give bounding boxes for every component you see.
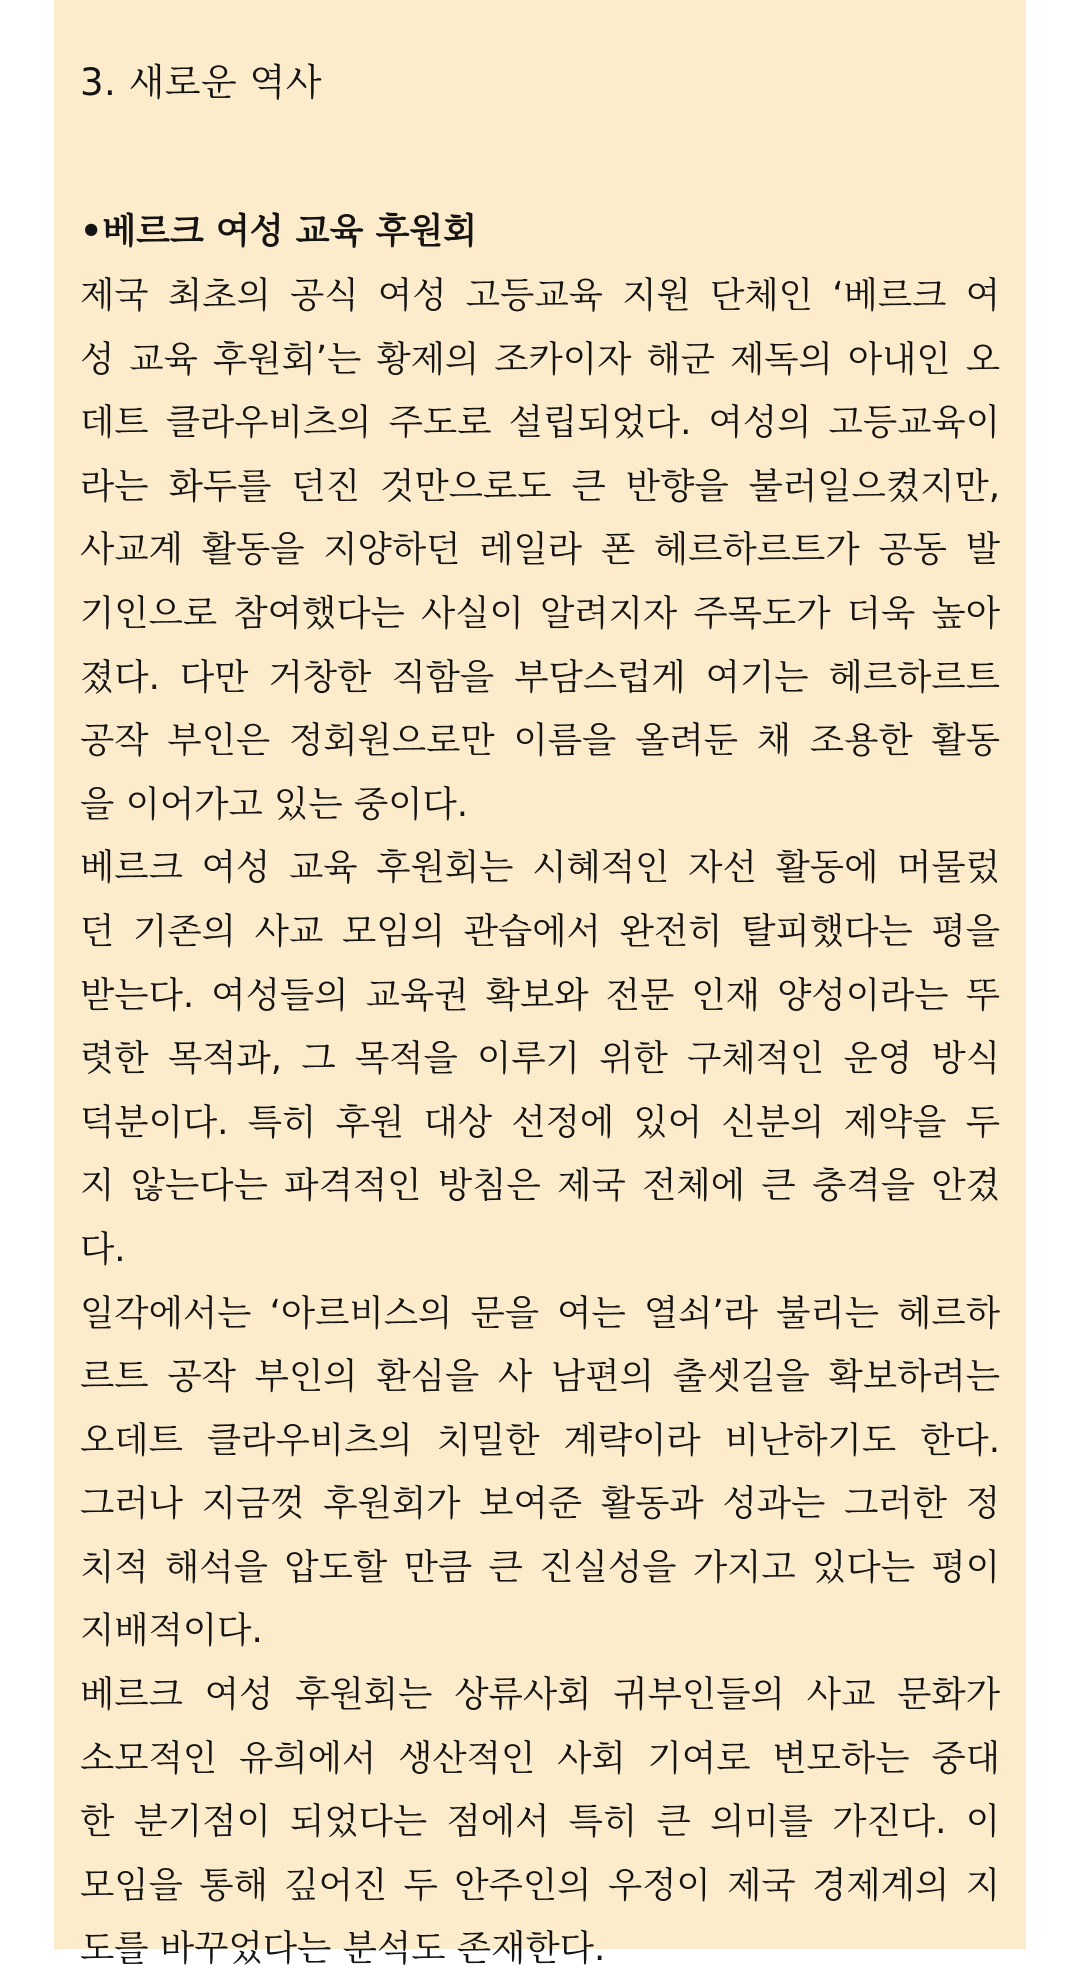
- paragraph-line: 치적 해석을 압도할 만큼 큰 진실성을 가지고 있다는 평이: [80, 1546, 1000, 1588]
- paragraph-line: 베르크 여성 교육 후원회는 시혜적인 자선 활동에 머물렀: [80, 847, 1000, 889]
- article-panel: [54, 0, 1026, 1970]
- paragraph-1: [80, 264, 1000, 836]
- paragraph-line: 지배적이다.: [80, 1610, 263, 1652]
- paragraph-2: [80, 836, 1000, 1281]
- paragraph-line: 라는 화두를 던진 것만으로도 큰 반향을 불러일으켰지만,: [80, 465, 1000, 507]
- paragraph-line: 다.: [80, 1228, 126, 1270]
- paragraph-line: 그러나 지금껏 후원회가 보여준 활동과 성과는 그러한 정: [80, 1483, 1000, 1525]
- paragraph-line: 소모적인 유희에서 생산적인 사회 기여로 변모하는 중대: [80, 1737, 1000, 1779]
- paragraph-line: 공작 부인은 정회원으로만 이름을 올려둔 채 조용한 활동: [80, 720, 1000, 762]
- paragraph-line: 일각에서는 ‘아르비스의 문을 여는 열쇠’라 불리는 헤르하: [80, 1292, 1000, 1334]
- paragraph-line: 모임을 통해 깊어진 두 안주인의 우정이 제국 경제계의 지: [80, 1864, 1000, 1906]
- paragraph-line: 르트 공작 부인의 환심을 사 남편의 출셋길을 확보하려는: [80, 1356, 1000, 1398]
- paragraph-line: 렷한 목적과, 그 목적을 이루기 위한 구체적인 운영 방식: [80, 1038, 1000, 1080]
- paragraph-line: 던 기존의 사교 모임의 관습에서 완전히 탈피했다는 평을: [80, 910, 1000, 952]
- paragraph-line: 사교계 활동을 지양하던 레일라 폰 헤르하르트가 공동 발: [80, 529, 1000, 571]
- paragraph-line: 오데트 클라우비츠의 치밀한 계략이라 비난하기도 한다.: [80, 1419, 1000, 1461]
- paragraph-line: 도를 바꾸었다는 분석도 존재한다.: [80, 1928, 606, 1970]
- paragraph-line: 덕분이다. 특히 후원 대상 선정에 있어 신분의 제약을 두: [80, 1101, 1000, 1143]
- paragraph-line: 데트 클라우비츠의 주도로 설립되었다. 여성의 고등교육이: [80, 402, 1000, 444]
- paragraph-line: 성 교육 후원회’는 황제의 조카이자 해군 제독의 아내인 오: [80, 338, 1000, 380]
- paragraph-line: 지 않는다는 파격적인 방침은 제국 전체에 큰 충격을 안겼: [80, 1165, 1000, 1207]
- paragraph-4: [80, 1663, 1000, 1981]
- paragraph-line: 한 분기점이 되었다는 점에서 특히 큰 의미를 가진다. 이: [80, 1801, 1000, 1843]
- paragraph-line: 제국 최초의 공식 여성 고등교육 지원 단체인 ‘베르크 여: [80, 275, 1000, 316]
- section-heading: 3. 새로운 역사: [80, 61, 323, 104]
- paragraph-line: 기인으로 참여했다는 사실이 알려지자 주목도가 더욱 높아: [80, 592, 1000, 634]
- paragraph-line: 베르크 여성 후원회는 상류사회 귀부인들의 사교 문화가: [80, 1674, 1000, 1716]
- paragraph-line: 졌다. 다만 거창한 직함을 부담스럽게 여기는 헤르하르트: [80, 656, 1000, 698]
- paragraph-line: 을 이어가고 있는 중이다.: [80, 783, 469, 825]
- paragraph-line: 받는다. 여성들의 교육권 확보와 전문 인재 양성이라는 뚜: [80, 974, 1000, 1016]
- section-subheading: •베르크 여성 교육 후원회: [80, 212, 478, 252]
- paragraph-3: [80, 1282, 1000, 1664]
